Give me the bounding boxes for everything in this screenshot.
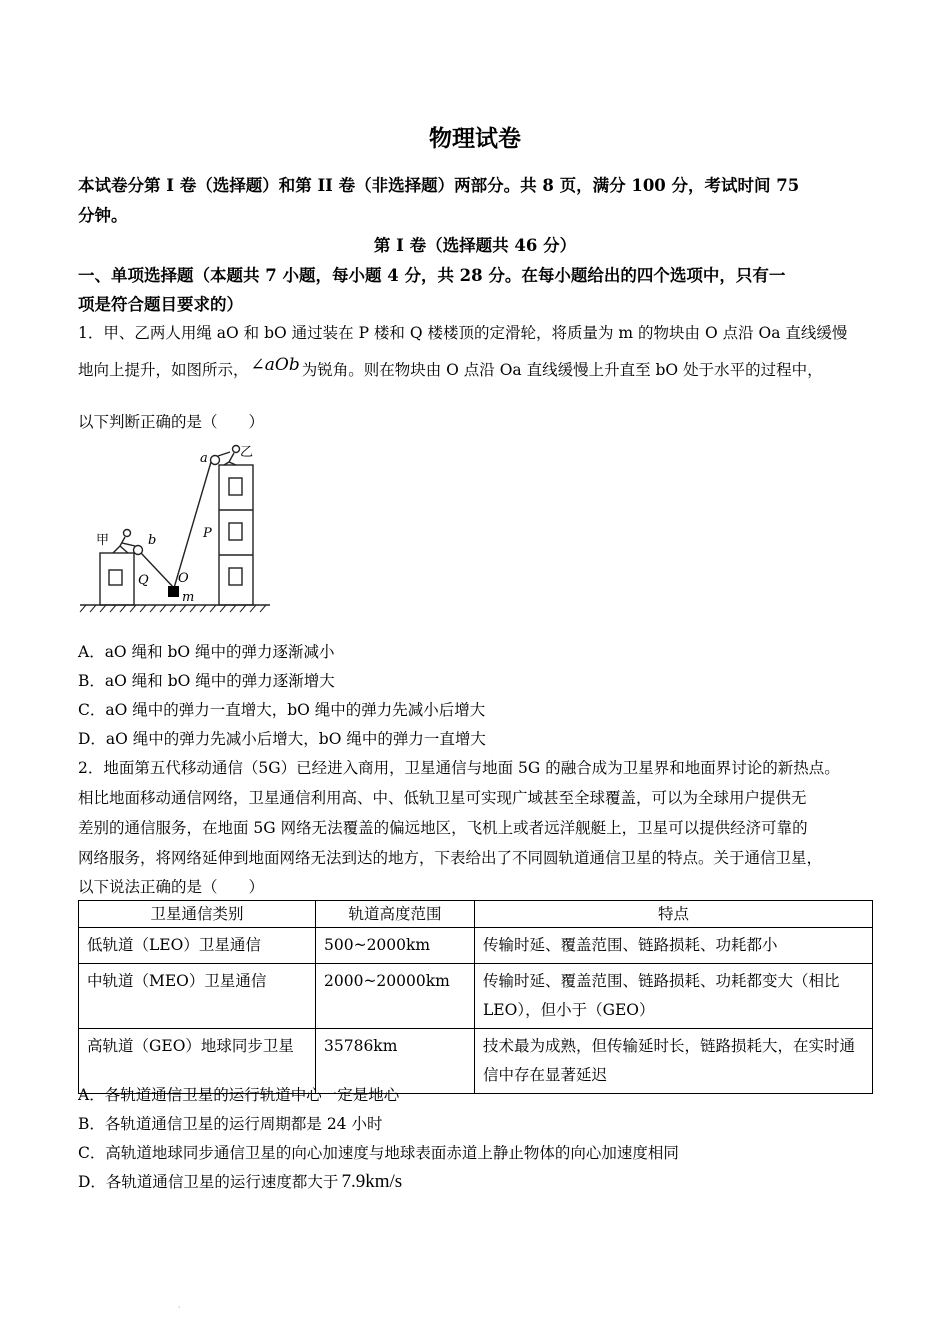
table-row <box>79 928 873 964</box>
building-p-window-2 <box>229 523 242 540</box>
speed-value: 7.9km/s <box>341 1171 403 1192</box>
part-heading-line-2: 项是符合题目要求的） <box>78 295 243 314</box>
table-cell: 传输时延、覆盖范围、链路损耗、功耗都小 <box>475 928 873 964</box>
rope-ao <box>174 462 211 588</box>
building-q-window <box>109 570 122 585</box>
table-cell: 技术最为成熟，但传输延时长，链路损耗大，在实时通信中存在显著延迟 <box>475 1029 873 1094</box>
table-cell: 35786km <box>316 1029 475 1094</box>
q2-option-d <box>78 1170 402 1193</box>
label-q: Q <box>138 573 149 588</box>
table-row <box>79 964 873 1029</box>
label-a: a <box>200 451 208 466</box>
label-p: P <box>203 526 212 541</box>
q2-line-5: 以下说法正确的是（ ） <box>78 878 265 896</box>
q1-line-3: 以下判断正确的是（ ） <box>78 413 265 431</box>
label-yi: 乙 <box>240 445 254 460</box>
table-header-cell: 卫星通信类别 <box>79 901 316 928</box>
intro-line-1: 本试卷分第 I 卷（选择题）和第 II 卷（非选择题）两部分。共 8 页，满分 100 分，考试时间 75 <box>78 176 800 195</box>
table-header-cell: 轨道高度范围 <box>316 901 475 928</box>
page-title: 物理试卷 <box>429 125 521 152</box>
q2-line-3: 差别的通信服务，在地面 5G 网络无法覆盖的偏远地区，飞机上或者远洋舰艇上，卫星可以提供经济可靠的 <box>78 819 808 837</box>
table-cell: 2000~20000km <box>316 964 475 1029</box>
label-jia: 甲 <box>96 533 110 548</box>
intro-line-2: 分钟。 <box>78 206 128 225</box>
part-heading-line-1: 一、单项选择题（本题共 7 小题，每小题 4 分，共 28 分。在每小题给出的四个选项中，只有一 <box>78 266 786 285</box>
table-header-cell: 特点 <box>475 901 873 928</box>
building-p-window-3 <box>229 568 242 585</box>
angle-aob: ∠aOb <box>250 355 300 375</box>
q1-option-a: A．aO 绳和 bO 绳中的弹力逐渐减小 <box>78 643 335 661</box>
q2-option-a: A．各轨道通信卫星的运行轨道中心一定是地心 <box>78 1086 400 1104</box>
q1-line-1: 1．甲、乙两人用绳 aO 和 bO 通过装在 P 楼和 Q 楼楼顶的定滑轮，将质量为 m 的物块由 O 点沿 Oa 直线缓慢 <box>78 324 848 342</box>
q1-line-2-b: 为锐角。则在物块由 O 点沿 Oa 直线缓慢上升直至 bO 处于水平的过程中， <box>301 361 823 379</box>
ground-hatch <box>80 605 266 612</box>
q1-line-2 <box>78 355 823 380</box>
building-q <box>100 553 134 605</box>
q2-option-d-prefix: D．各轨道通信卫星的运行速度都大于 <box>78 1173 339 1191</box>
block-m <box>168 586 179 597</box>
q2-option-c: C．高轨道地球同步通信卫星的向心加速度与地球表面赤道上静止物体的向心加速度相同 <box>78 1144 679 1162</box>
q1-option-c: C．aO 绳中的弹力一直增大，bO 绳中的弹力先减小后增大 <box>78 701 486 719</box>
q1-option-b: B．aO 绳和 bO 绳中的弹力逐渐增大 <box>78 672 335 690</box>
table-cell: 低轨道（LEO）卫星通信 <box>79 928 316 964</box>
q2-line-4: 网络服务，将网络延伸到地面网络无法到达的地方，下表给出了不同圆轨道通信卫星的特点。关于通信卫星， <box>78 849 823 867</box>
label-o: O <box>178 571 189 586</box>
table-cell: 传输时延、覆盖范围、链路损耗、功耗都变大（相比 LEO），但小于（GEO） <box>475 964 873 1029</box>
person-jia <box>124 530 131 537</box>
label-b: b <box>148 533 157 548</box>
q1-line-2-a: 地向上提升，如图所示， <box>78 361 249 379</box>
q2-line-2: 相比地面移动通信网络，卫星通信利用高、中、低轨卫星可实现广域甚至全球覆盖，可以为全球用户提供无 <box>78 789 807 807</box>
building-p <box>219 465 253 605</box>
table-cell: 500~2000km <box>316 928 475 964</box>
table-header-row <box>79 901 873 928</box>
person-yi <box>233 446 240 453</box>
pulley-a <box>211 456 220 465</box>
q1-option-d: D．aO 绳中的弹力先减小后增大，bO 绳中的弹力一直增大 <box>78 730 486 748</box>
building-p-window-1 <box>229 478 242 495</box>
table-cell: 高轨道（GEO）地球同步卫星 <box>79 1029 316 1094</box>
footer-dot: · <box>178 1303 181 1312</box>
satellite-table <box>78 900 873 1094</box>
section-heading: 第 I 卷（选择题共 46 分） <box>373 236 577 255</box>
pulley-diagram <box>78 440 278 620</box>
q2-option-b: B．各轨道通信卫星的运行周期都是 24 小时 <box>78 1115 383 1133</box>
table-cell: 中轨道（MEO）卫星通信 <box>79 964 316 1029</box>
label-m: m <box>182 590 195 605</box>
q2-line-1: 2．地面第五代移动通信（5G）已经进入商用，卫星通信与地面 5G 的融合成为卫星界和地面界讨论的新热点。 <box>78 759 840 777</box>
